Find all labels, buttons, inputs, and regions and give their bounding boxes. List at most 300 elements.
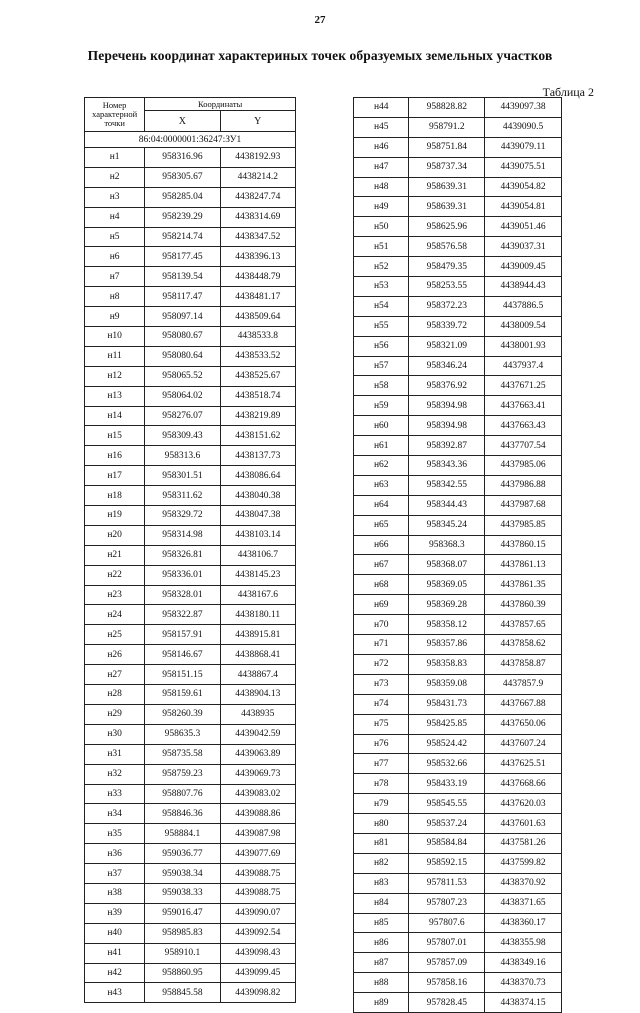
coordinate-x: 958151.15 xyxy=(145,665,220,685)
coordinate-x: 958846.36 xyxy=(145,804,220,824)
coordinate-y: 4437858.87 xyxy=(485,654,562,674)
point-number: н34 xyxy=(85,804,145,824)
point-number: н22 xyxy=(85,565,145,585)
coordinate-y: 4438371.65 xyxy=(485,893,562,913)
coordinate-y: 4438370.92 xyxy=(485,873,562,893)
point-number: н39 xyxy=(85,903,145,923)
point-number: н17 xyxy=(85,466,145,486)
coordinate-y: 4437663.41 xyxy=(485,396,562,416)
coordinate-y: 4438396.13 xyxy=(220,247,296,267)
coordinate-x: 958253.55 xyxy=(409,277,485,297)
coordinate-x: 958358.12 xyxy=(409,615,485,635)
table-row xyxy=(85,844,296,864)
table-row xyxy=(354,734,562,754)
coordinate-x: 958737.34 xyxy=(409,157,485,177)
table-row xyxy=(85,605,296,625)
table-row xyxy=(85,665,296,685)
table-row xyxy=(354,674,562,694)
coordinate-y: 4437857.9 xyxy=(485,674,562,694)
coordinate-y: 4437620.03 xyxy=(485,794,562,814)
coordinate-y: 4438904.13 xyxy=(220,685,296,705)
point-number: н79 xyxy=(354,794,409,814)
coordinate-y: 4439037.31 xyxy=(485,237,562,257)
coordinate-x: 958635.3 xyxy=(145,724,220,744)
point-number: н36 xyxy=(85,844,145,864)
coordinate-y: 4439090.5 xyxy=(485,117,562,137)
point-number: н74 xyxy=(354,694,409,714)
coordinate-y: 4438219.89 xyxy=(220,406,296,426)
table-row xyxy=(85,784,296,804)
table-row xyxy=(85,366,296,386)
coordinate-x: 958372.23 xyxy=(409,296,485,316)
table-row xyxy=(354,993,562,1013)
table-row xyxy=(85,386,296,406)
table-row xyxy=(85,565,296,585)
point-number: н33 xyxy=(85,784,145,804)
coordinate-y: 4439063.89 xyxy=(220,744,296,764)
table-row xyxy=(85,824,296,844)
coordinate-x: 958346.24 xyxy=(409,356,485,376)
point-number: н73 xyxy=(354,674,409,694)
table-row xyxy=(85,724,296,744)
table-row xyxy=(354,654,562,674)
coordinate-x: 959016.47 xyxy=(145,903,220,923)
table-row xyxy=(85,804,296,824)
coordinate-y: 4437601.63 xyxy=(485,814,562,834)
coordinate-x: 958425.85 xyxy=(409,714,485,734)
point-number: н69 xyxy=(354,595,409,615)
point-number: н19 xyxy=(85,506,145,526)
coordinate-x: 958358.83 xyxy=(409,654,485,674)
coordinate-y: 4437986.88 xyxy=(485,475,562,495)
table-row xyxy=(354,456,562,476)
point-number: н83 xyxy=(354,873,409,893)
coordinate-y: 4437667.88 xyxy=(485,694,562,714)
table-row xyxy=(354,853,562,873)
coordinate-y: 4439090.07 xyxy=(220,903,296,923)
coordinate-y: 4439069.73 xyxy=(220,764,296,784)
point-number: н9 xyxy=(85,307,145,327)
coordinate-x: 957828.45 xyxy=(409,993,485,1013)
point-number: н32 xyxy=(85,764,145,784)
point-number: н23 xyxy=(85,585,145,605)
coordinate-x: 958576.58 xyxy=(409,237,485,257)
point-number: н4 xyxy=(85,207,145,227)
table-row xyxy=(354,754,562,774)
coordinate-x: 958326.81 xyxy=(145,545,220,565)
table-row xyxy=(354,475,562,495)
table-row xyxy=(85,625,296,645)
point-number: н15 xyxy=(85,426,145,446)
point-number: н28 xyxy=(85,685,145,705)
point-number: н78 xyxy=(354,774,409,794)
point-number: н14 xyxy=(85,406,145,426)
coordinate-x: 959038.33 xyxy=(145,883,220,903)
point-number: н31 xyxy=(85,744,145,764)
table-row xyxy=(354,117,562,137)
point-number: н48 xyxy=(354,177,409,197)
table-row xyxy=(354,98,562,118)
point-number: н63 xyxy=(354,475,409,495)
point-number: н68 xyxy=(354,575,409,595)
point-number: н62 xyxy=(354,456,409,476)
coordinate-y: 4437707.54 xyxy=(485,436,562,456)
table-row xyxy=(85,207,296,227)
table-label: Таблица 2 xyxy=(542,85,594,99)
table-row xyxy=(354,635,562,655)
coordinate-x: 958537.24 xyxy=(409,814,485,834)
coordinate-x: 958545.55 xyxy=(409,794,485,814)
coordinate-x: 958884.1 xyxy=(145,824,220,844)
table-row xyxy=(354,316,562,336)
coordinate-y: 4438214.2 xyxy=(220,167,296,187)
table-row xyxy=(354,814,562,834)
point-number: н80 xyxy=(354,814,409,834)
point-number: н64 xyxy=(354,495,409,515)
coordinate-y: 4439077.69 xyxy=(220,844,296,864)
table-row xyxy=(354,953,562,973)
coordinate-y: 4439088.86 xyxy=(220,804,296,824)
table-row xyxy=(354,436,562,456)
table-row xyxy=(85,346,296,366)
coordinate-y: 4437671.25 xyxy=(485,376,562,396)
point-number: н50 xyxy=(354,217,409,237)
coordinate-y: 4439051.46 xyxy=(485,217,562,237)
table-row xyxy=(85,685,296,705)
coordinate-y: 4437581.26 xyxy=(485,833,562,853)
table-row xyxy=(85,545,296,565)
table-row xyxy=(354,356,562,376)
coordinate-x: 958828.82 xyxy=(409,98,485,118)
coordinate-x: 958342.55 xyxy=(409,475,485,495)
table-row xyxy=(85,963,296,983)
coordinate-x: 958759.23 xyxy=(145,764,220,784)
coordinate-y: 4438180.11 xyxy=(220,605,296,625)
coordinate-x: 958139.54 xyxy=(145,267,220,287)
coordinate-y: 4437599.82 xyxy=(485,853,562,873)
table-row xyxy=(85,923,296,943)
table-row xyxy=(354,575,562,595)
point-number: н8 xyxy=(85,287,145,307)
coordinate-x: 958639.31 xyxy=(409,197,485,217)
point-number: н76 xyxy=(354,734,409,754)
coordinate-x: 958368.07 xyxy=(409,555,485,575)
table-row xyxy=(354,973,562,993)
coordinate-y: 4438009.54 xyxy=(485,316,562,336)
coordinate-x: 958309.43 xyxy=(145,426,220,446)
point-number: н26 xyxy=(85,645,145,665)
point-number: н60 xyxy=(354,416,409,436)
point-number: н27 xyxy=(85,665,145,685)
table-row xyxy=(85,903,296,923)
table-row xyxy=(354,217,562,237)
coordinate-x: 959038.34 xyxy=(145,864,220,884)
table-row xyxy=(354,257,562,277)
coordinate-x: 958431.73 xyxy=(409,694,485,714)
coordinate-y: 4437663.43 xyxy=(485,416,562,436)
table-row xyxy=(354,237,562,257)
point-number: н30 xyxy=(85,724,145,744)
point-number: н72 xyxy=(354,654,409,674)
coordinate-y: 4439097.38 xyxy=(485,98,562,118)
coordinate-x: 958359.08 xyxy=(409,674,485,694)
point-number: н38 xyxy=(85,883,145,903)
table-row xyxy=(85,187,296,207)
coordinate-x: 958344.43 xyxy=(409,495,485,515)
coordinates-table-right xyxy=(353,97,562,1013)
point-number: н54 xyxy=(354,296,409,316)
coordinate-x: 958285.04 xyxy=(145,187,220,207)
coordinate-x: 958321.09 xyxy=(409,336,485,356)
coordinate-y: 4438374.15 xyxy=(485,993,562,1013)
coordinate-x: 958751.84 xyxy=(409,137,485,157)
coordinate-y: 4437860.15 xyxy=(485,535,562,555)
table-row xyxy=(354,495,562,515)
coordinate-y: 4437860.39 xyxy=(485,595,562,615)
point-number: н81 xyxy=(354,833,409,853)
point-number: н45 xyxy=(354,117,409,137)
table-row xyxy=(85,426,296,446)
coordinate-y: 4438944.43 xyxy=(485,277,562,297)
point-number: н88 xyxy=(354,973,409,993)
table-row xyxy=(354,913,562,933)
table-row xyxy=(85,267,296,287)
point-number: н29 xyxy=(85,704,145,724)
table-row xyxy=(354,137,562,157)
coordinate-x: 958368.3 xyxy=(409,535,485,555)
point-number: н11 xyxy=(85,346,145,366)
point-number: н7 xyxy=(85,267,145,287)
coordinate-x: 958394.98 xyxy=(409,396,485,416)
point-number: н84 xyxy=(354,893,409,913)
coordinate-x: 958065.52 xyxy=(145,366,220,386)
coordinate-y: 4439092.54 xyxy=(220,923,296,943)
table-row xyxy=(85,585,296,605)
header-x: X xyxy=(145,111,220,132)
coordinate-x: 958343.36 xyxy=(409,456,485,476)
coordinate-y: 4437607.24 xyxy=(485,734,562,754)
coordinate-y: 4438915.81 xyxy=(220,625,296,645)
coordinate-y: 4438509.64 xyxy=(220,307,296,327)
point-number: н56 xyxy=(354,336,409,356)
coordinate-x: 958260.39 xyxy=(145,704,220,724)
coordinates-table-left xyxy=(84,97,296,1003)
table-row xyxy=(354,296,562,316)
table-row xyxy=(85,883,296,903)
table-row xyxy=(85,446,296,466)
coordinate-y: 4438533.8 xyxy=(220,327,296,347)
coordinate-x: 958625.96 xyxy=(409,217,485,237)
coordinate-y: 4437987.68 xyxy=(485,495,562,515)
table-row xyxy=(85,227,296,247)
point-number: н49 xyxy=(354,197,409,217)
coordinate-x: 958479.35 xyxy=(409,257,485,277)
table-row xyxy=(85,247,296,267)
coordinate-x: 958328.01 xyxy=(145,585,220,605)
point-number: н85 xyxy=(354,913,409,933)
parcel-number: 86:04:0000001:36247:ЗУ1 xyxy=(85,132,296,148)
point-number: н87 xyxy=(354,953,409,973)
coordinate-y: 4437861.13 xyxy=(485,555,562,575)
coordinate-x: 958592.15 xyxy=(409,853,485,873)
coordinate-x: 958392.87 xyxy=(409,436,485,456)
point-number: н89 xyxy=(354,993,409,1013)
point-number: н58 xyxy=(354,376,409,396)
point-number: н6 xyxy=(85,247,145,267)
point-number: н12 xyxy=(85,366,145,386)
coordinate-y: 4438868.41 xyxy=(220,645,296,665)
table-row xyxy=(354,515,562,535)
coordinate-x: 957807.6 xyxy=(409,913,485,933)
point-number: н53 xyxy=(354,277,409,297)
point-number: н46 xyxy=(354,137,409,157)
coordinate-y: 4439054.82 xyxy=(485,177,562,197)
point-number: н1 xyxy=(85,148,145,168)
point-number: н71 xyxy=(354,635,409,655)
coordinate-x: 958159.61 xyxy=(145,685,220,705)
coordinate-y: 4438047.38 xyxy=(220,506,296,526)
coordinate-y: 4439042.59 xyxy=(220,724,296,744)
coordinate-x: 957807.01 xyxy=(409,933,485,953)
table-row xyxy=(354,555,562,575)
table-row xyxy=(85,864,296,884)
coordinate-y: 4438106.7 xyxy=(220,545,296,565)
coordinate-x: 958910.1 xyxy=(145,943,220,963)
coordinate-y: 4438192.93 xyxy=(220,148,296,168)
coordinate-x: 958322.87 xyxy=(145,605,220,625)
coordinate-x: 958735.58 xyxy=(145,744,220,764)
point-number: н65 xyxy=(354,515,409,535)
point-number: н16 xyxy=(85,446,145,466)
point-number: н70 xyxy=(354,615,409,635)
point-number: н67 xyxy=(354,555,409,575)
table-row xyxy=(354,833,562,853)
coordinate-y: 4437857.65 xyxy=(485,615,562,635)
coordinate-x: 958524.42 xyxy=(409,734,485,754)
coordinate-y: 4438481.17 xyxy=(220,287,296,307)
coordinate-x: 958357.86 xyxy=(409,635,485,655)
point-number: н24 xyxy=(85,605,145,625)
header-y: Y xyxy=(220,111,296,132)
coordinate-x: 958532.66 xyxy=(409,754,485,774)
table-row xyxy=(354,873,562,893)
table-row xyxy=(85,704,296,724)
coordinate-x: 958305.67 xyxy=(145,167,220,187)
coordinate-y: 4438247.74 xyxy=(220,187,296,207)
point-number: н86 xyxy=(354,933,409,953)
coordinate-x: 958301.51 xyxy=(145,466,220,486)
point-number: н18 xyxy=(85,486,145,506)
table-row xyxy=(354,714,562,734)
point-number: н75 xyxy=(354,714,409,734)
table-row xyxy=(85,466,296,486)
coordinate-x: 958985.83 xyxy=(145,923,220,943)
point-number: н37 xyxy=(85,864,145,884)
point-number: н21 xyxy=(85,545,145,565)
coordinate-y: 4438145.23 xyxy=(220,565,296,585)
point-number: н10 xyxy=(85,327,145,347)
table-row xyxy=(354,336,562,356)
point-number: н42 xyxy=(85,963,145,983)
coordinate-x: 958276.07 xyxy=(145,406,220,426)
point-number: н41 xyxy=(85,943,145,963)
coordinate-y: 4437650.06 xyxy=(485,714,562,734)
coordinate-x: 958080.67 xyxy=(145,327,220,347)
coordinate-y: 4437625.51 xyxy=(485,754,562,774)
table-row xyxy=(354,893,562,913)
coordinate-x: 958584.84 xyxy=(409,833,485,853)
table-row xyxy=(354,615,562,635)
coordinate-y: 4438347.52 xyxy=(220,227,296,247)
table-row xyxy=(85,486,296,506)
table-row xyxy=(85,506,296,526)
coordinate-x: 958214.74 xyxy=(145,227,220,247)
coordinate-x: 958339.72 xyxy=(409,316,485,336)
coordinate-x: 958177.45 xyxy=(145,247,220,267)
coordinate-x: 958117.47 xyxy=(145,287,220,307)
table-row xyxy=(354,376,562,396)
coordinate-x: 957857.09 xyxy=(409,953,485,973)
point-number: н61 xyxy=(354,436,409,456)
coordinate-y: 4439087.98 xyxy=(220,824,296,844)
point-number: н52 xyxy=(354,257,409,277)
table-row xyxy=(354,177,562,197)
coordinate-y: 4438167.6 xyxy=(220,585,296,605)
point-number: н59 xyxy=(354,396,409,416)
point-number: н43 xyxy=(85,983,145,1003)
coordinate-y: 4438448.79 xyxy=(220,267,296,287)
coordinate-y: 4438103.14 xyxy=(220,525,296,545)
coordinate-y: 4438518.74 xyxy=(220,386,296,406)
table-row xyxy=(85,167,296,187)
table-row xyxy=(354,277,562,297)
coordinate-x: 958394.98 xyxy=(409,416,485,436)
table-row xyxy=(354,535,562,555)
coordinate-y: 4438151.62 xyxy=(220,426,296,446)
point-number: н82 xyxy=(354,853,409,873)
coordinate-y: 4438086.64 xyxy=(220,466,296,486)
table-row xyxy=(354,794,562,814)
table-row xyxy=(85,744,296,764)
table-row xyxy=(85,327,296,347)
table-row xyxy=(354,416,562,436)
coordinate-y: 4437985.85 xyxy=(485,515,562,535)
coordinate-y: 4437985.06 xyxy=(485,456,562,476)
table-row xyxy=(354,157,562,177)
coordinate-y: 4437861.35 xyxy=(485,575,562,595)
point-number: н40 xyxy=(85,923,145,943)
point-number: н35 xyxy=(85,824,145,844)
coordinate-x: 958860.95 xyxy=(145,963,220,983)
coordinate-x: 957807.23 xyxy=(409,893,485,913)
coordinate-x: 958157.91 xyxy=(145,625,220,645)
point-number: н3 xyxy=(85,187,145,207)
coordinate-y: 4438137.73 xyxy=(220,446,296,466)
coordinate-y: 4438533.52 xyxy=(220,346,296,366)
header-point-number: Номер характерной точки xyxy=(85,98,145,132)
coordinate-x: 958807.76 xyxy=(145,784,220,804)
coordinate-y: 4439088.75 xyxy=(220,864,296,884)
coordinate-y: 4439088.75 xyxy=(220,883,296,903)
point-number: н55 xyxy=(354,316,409,336)
table-row xyxy=(354,694,562,714)
point-number: н57 xyxy=(354,356,409,376)
table-row xyxy=(85,307,296,327)
coordinate-y: 4438525.67 xyxy=(220,366,296,386)
header-coordinates: Координаты xyxy=(145,98,296,111)
coordinate-x: 958314.98 xyxy=(145,525,220,545)
coordinate-y: 4437886.5 xyxy=(485,296,562,316)
